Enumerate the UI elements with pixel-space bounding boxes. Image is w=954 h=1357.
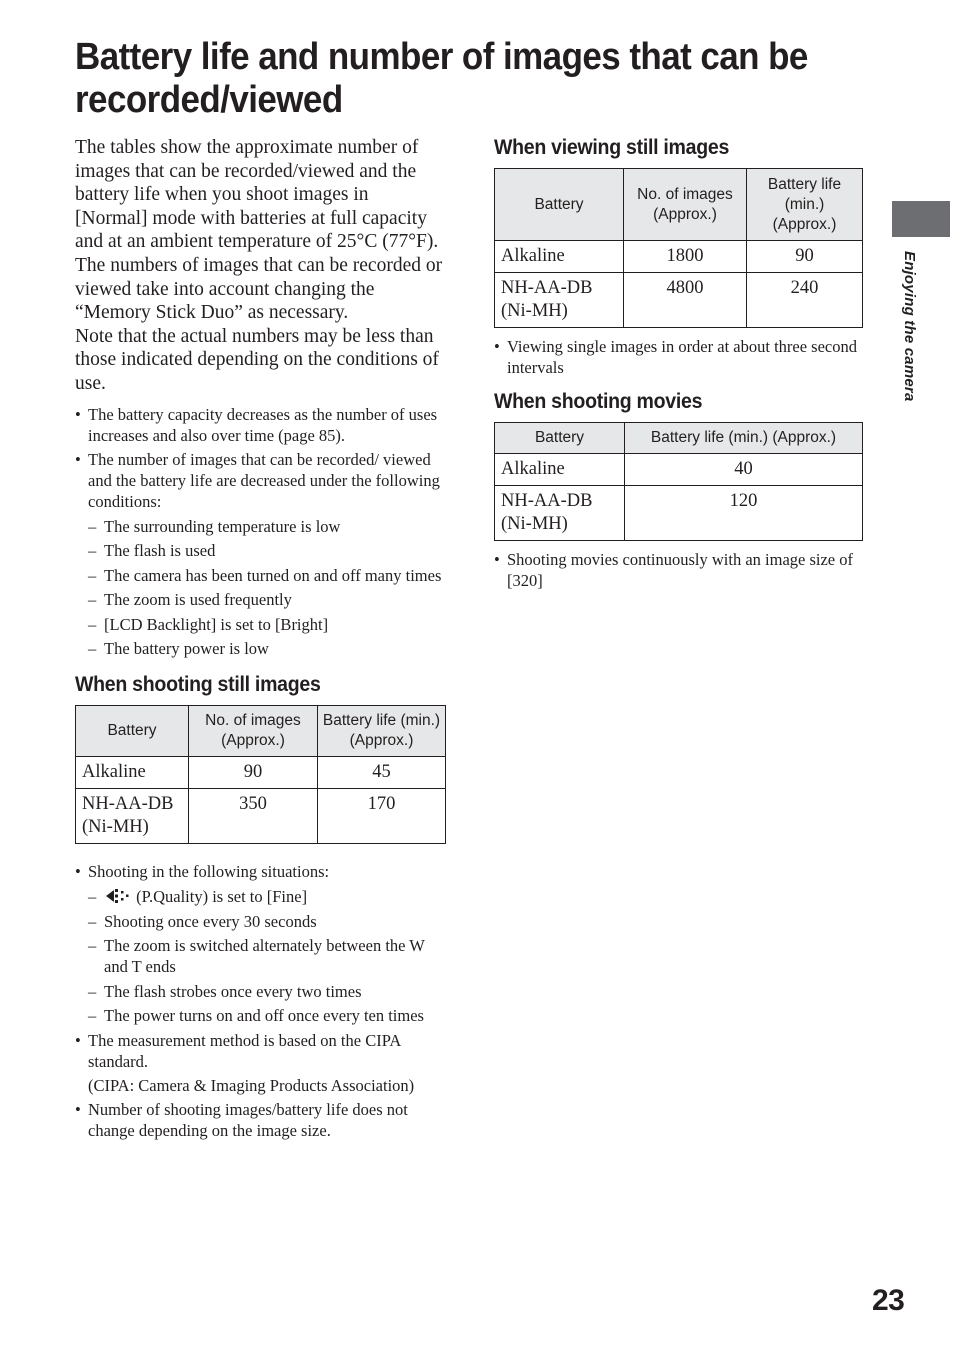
note-image-size: • Number of shooting images/battery life does not change depending on the image size. bbox=[75, 1099, 408, 1140]
right-column bbox=[494, 136, 862, 594]
list-item: – The flash is used bbox=[88, 541, 216, 561]
list-item: – The flash strobes once every two times bbox=[88, 981, 362, 1001]
list-item: – (P.Quality) is set to [Fine] bbox=[88, 887, 308, 907]
table-row: Alkaline 90 45 bbox=[76, 757, 446, 789]
intro-text bbox=[75, 136, 445, 396]
table-row: Alkaline 40 bbox=[495, 454, 863, 486]
still-images-table bbox=[75, 705, 446, 844]
movies-notes-list bbox=[494, 549, 862, 591]
cipa-definition: (CIPA: Camera & Imaging Products Association) bbox=[88, 1075, 415, 1095]
section-tab-marker bbox=[892, 201, 950, 237]
note-reduced-conditions: • The number of images that can be recorded/ viewed and the battery life are decreased under the following conditions: – The surrounding temperature is low – The flash is used – The camera has been turned on and off many times – The zoom is used frequently – [LCD Backlight] is set to [Bright] – The battery power is low bbox=[75, 449, 445, 660]
list-item: – The surrounding temperature is low bbox=[88, 516, 341, 536]
table-header-life: Battery life (min.) (Approx.) bbox=[625, 423, 863, 454]
table-header-life: Battery life (min.) (Approx.) bbox=[318, 706, 446, 757]
viewing-table bbox=[494, 168, 863, 328]
table-header-battery: Battery bbox=[495, 169, 624, 241]
note-cipa-method: • The measurement method is based on the CIPA standard. (CIPA: Camera & Imaging Products Association) bbox=[75, 1030, 445, 1096]
table-header-battery: Battery bbox=[495, 423, 625, 454]
table-header-life: Battery life (min.) (Approx.) bbox=[747, 169, 863, 241]
situations-list bbox=[88, 886, 445, 1026]
viewing-notes-list bbox=[494, 336, 862, 378]
p-quality-icon bbox=[104, 887, 132, 905]
left-column bbox=[75, 136, 445, 1144]
table-row: NH-AA-DB (Ni-MH) 120 bbox=[495, 486, 863, 541]
movies-heading: When shooting movies bbox=[494, 390, 703, 413]
intro-paragraph-1: The tables show the approximate number of images that can be recorded/viewed and the battery life when you shoot images in [Normal] mode with batteries at full capacity and at an ambient temperature of 25°C (77°F). The numbers of images that can be recorded or viewed take into account changing the “Memory Stick Duo” as necessary. bbox=[75, 137, 443, 324]
list-item: – Shooting once every 30 seconds bbox=[88, 911, 317, 931]
table-header-images: No. of images (Approx.) bbox=[624, 169, 747, 241]
table-row: Alkaline 1800 90 bbox=[495, 241, 863, 273]
page-title: Battery life and number of images that can be recorded/viewed bbox=[75, 36, 808, 121]
note-viewing-interval: • Viewing single images in order at about three second intervals bbox=[494, 337, 857, 377]
table-row: NH-AA-DB (Ni-MH) 350 170 bbox=[76, 789, 446, 844]
note-movie-size: • Shooting movies continuously with an image size of [320] bbox=[494, 550, 854, 590]
note-battery-capacity: • The battery capacity decreases as the number of uses increases and also over time (page 85). bbox=[75, 404, 438, 445]
still-images-heading: When shooting still images bbox=[75, 673, 321, 697]
table-header-images: No. of images (Approx.) bbox=[189, 706, 318, 757]
note-shooting-situations: • Shooting in the following situations: – (P.Quality) is set to [Fine] – Shooting once every 30 seconds – The zoom is switched alternately between the W and T ends – The flash strobes once every two times – The power turns on and off once every ten times bbox=[75, 861, 445, 1026]
movies-table bbox=[494, 422, 863, 541]
still-notes-list bbox=[75, 861, 445, 1141]
list-item: – The camera has been turned on and off many times bbox=[88, 565, 442, 585]
list-item: – The zoom is switched alternately between the W and T ends bbox=[88, 936, 425, 977]
list-item: – [LCD Backlight] is set to [Bright] bbox=[88, 614, 329, 634]
table-row: NH-AA-DB (Ni-MH) 4800 240 bbox=[495, 273, 863, 328]
list-item: – The zoom is used frequently bbox=[88, 590, 292, 610]
conditions-list bbox=[88, 516, 445, 660]
section-side-label: Enjoying the camera bbox=[901, 251, 918, 402]
list-item: – The power turns on and off once every ten times bbox=[88, 1006, 424, 1026]
top-notes-list bbox=[75, 404, 445, 660]
table-header-battery: Battery bbox=[76, 706, 189, 757]
page-number: 23 bbox=[872, 1284, 905, 1317]
list-item: – The battery power is low bbox=[88, 639, 269, 659]
viewing-heading: When viewing still images bbox=[494, 136, 730, 159]
intro-paragraph-2: Note that the actual numbers may be less than those indicated depending on the conditions of use. bbox=[75, 325, 439, 394]
